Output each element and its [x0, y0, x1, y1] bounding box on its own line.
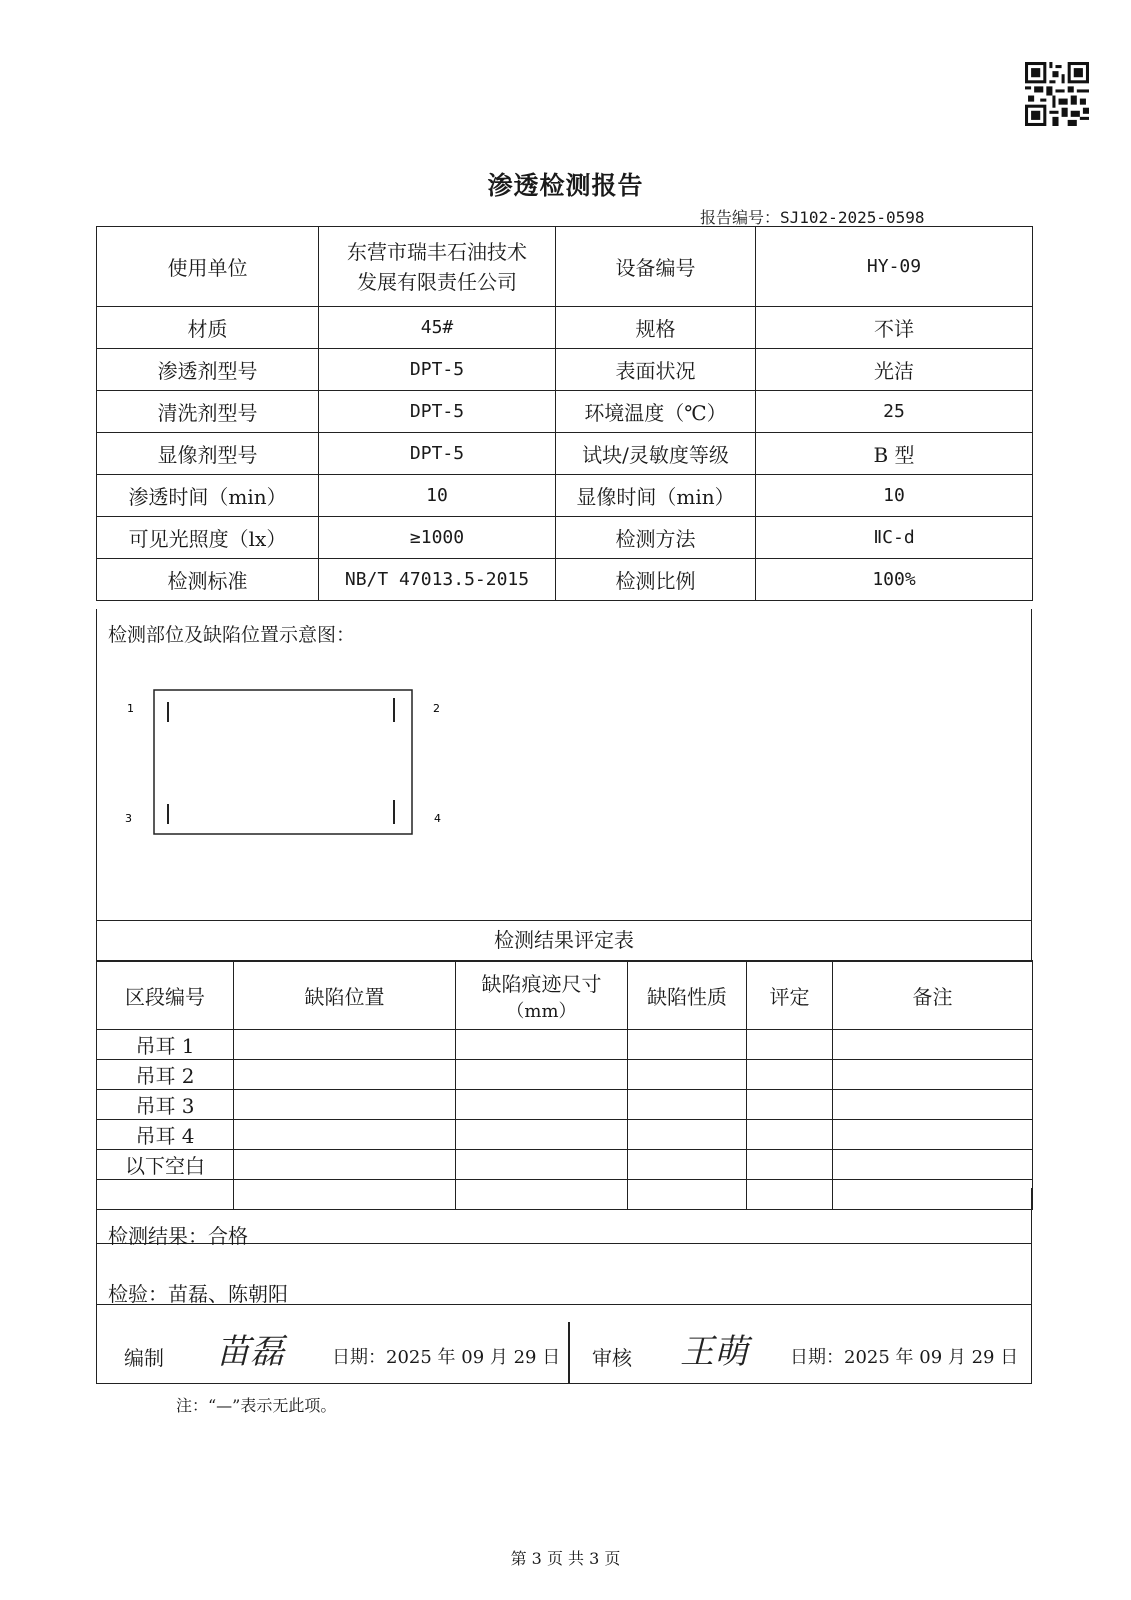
info-label: 渗透时间（min）	[97, 475, 319, 517]
section-id: 吊耳 1	[97, 1030, 234, 1060]
table-row	[97, 1060, 1033, 1090]
col-header-size-label: 缺陷痕迹尺寸	[481, 971, 602, 996]
info-label: 显像时间（min）	[556, 475, 756, 517]
info-label: 渗透剂型号	[97, 349, 319, 391]
info-row	[97, 559, 1033, 601]
qr-code	[1025, 62, 1089, 126]
info-table	[96, 226, 1033, 601]
inspectors-line: 检验：苗磊、陈朝阳	[108, 1282, 288, 1306]
signature-divider	[568, 1322, 570, 1384]
info-value: B 型	[756, 433, 1033, 475]
defect-position-sketch	[118, 680, 448, 840]
info-row	[97, 475, 1033, 517]
company-name	[319, 227, 556, 307]
info-label: 材质	[97, 307, 319, 349]
info-label: 检测比例	[556, 559, 756, 601]
info-row	[97, 517, 1033, 559]
info-value: 25	[756, 391, 1033, 433]
info-label: 可见光照度（lx）	[97, 517, 319, 559]
info-row	[97, 307, 1033, 349]
review-date: 日期：2025 年 09 月 29 日	[790, 1347, 1019, 1368]
sketch-mark-2: 2	[433, 702, 440, 715]
info-value: HY-09	[756, 227, 1033, 307]
col-header-rating: 评定	[747, 961, 833, 1030]
info-value: 光洁	[756, 349, 1033, 391]
info-label: 检测标准	[97, 559, 319, 601]
info-value: DPT-5	[319, 391, 556, 433]
footnote: 注：“—”表示无此项。	[176, 1396, 337, 1415]
info-label: 规格	[556, 307, 756, 349]
eval-header-row	[97, 961, 1033, 1030]
info-row	[97, 433, 1033, 475]
company-line-2: 发展有限责任公司	[357, 269, 517, 294]
page-number: 第 3 页 共 3 页	[510, 1549, 621, 1568]
info-row	[97, 227, 1033, 307]
col-header-size	[456, 961, 628, 1030]
info-value: NB/T 47013.5-2015	[319, 559, 556, 601]
info-value: 45#	[319, 307, 556, 349]
sketch-mark-4: 4	[434, 812, 441, 825]
compile-signature: 苗磊	[216, 1332, 284, 1372]
col-header-size-unit: （mm）	[506, 1000, 577, 1022]
info-value: 10	[319, 475, 556, 517]
table-row	[97, 1090, 1033, 1120]
report-number-value: SJ102-2025-0598	[780, 208, 925, 227]
section-id: 吊耳 4	[97, 1120, 234, 1150]
info-value: 不详	[756, 307, 1033, 349]
eval-table	[96, 960, 1033, 1210]
info-value: DPT-5	[319, 433, 556, 475]
sketch-mark-3: 3	[125, 812, 132, 825]
col-header-remark: 备注	[833, 961, 1033, 1030]
col-header-section: 区段编号	[97, 961, 234, 1030]
sketch-label: 检测部位及缺陷位置示意图：	[108, 624, 356, 646]
section-id: 以下空白	[97, 1150, 234, 1180]
info-label: 显像剂型号	[97, 433, 319, 475]
info-value: DPT-5	[319, 349, 556, 391]
eval-table-title: 检测结果评定表	[494, 928, 634, 952]
result-line: 检测结果：合格	[108, 1224, 248, 1248]
info-label: 试块/灵敏度等级	[556, 433, 756, 475]
section-id: 吊耳 2	[97, 1060, 234, 1090]
report-number	[700, 205, 925, 228]
review-label: 审核	[592, 1346, 632, 1370]
info-row	[97, 349, 1033, 391]
table-row	[97, 1150, 1033, 1180]
info-value: 10	[756, 475, 1033, 517]
col-header-nature: 缺陷性质	[628, 961, 747, 1030]
compile-label: 编制	[124, 1346, 164, 1370]
table-row	[97, 1030, 1033, 1060]
info-value: ≥1000	[319, 517, 556, 559]
info-value: 100%	[756, 559, 1033, 601]
company-line-1: 东营市瑞丰石油技术	[347, 239, 527, 264]
report-number-label: 报告编号：	[700, 208, 781, 227]
info-label: 清洗剂型号	[97, 391, 319, 433]
col-header-position: 缺陷位置	[234, 961, 456, 1030]
info-label: 使用单位	[97, 227, 319, 307]
section-id: 吊耳 3	[97, 1090, 234, 1120]
info-value: ⅡC-d	[756, 517, 1033, 559]
info-label: 检测方法	[556, 517, 756, 559]
review-signature: 王萌	[680, 1332, 748, 1372]
sketch-mark-1: 1	[127, 702, 134, 715]
info-label: 设备编号	[556, 227, 756, 307]
info-label: 表面状况	[556, 349, 756, 391]
info-label: 环境温度（℃）	[556, 391, 756, 433]
table-row	[97, 1120, 1033, 1150]
report-title: 渗透检测报告	[487, 171, 644, 200]
compile-date: 日期：2025 年 09 月 29 日	[332, 1347, 561, 1368]
info-row	[97, 391, 1033, 433]
